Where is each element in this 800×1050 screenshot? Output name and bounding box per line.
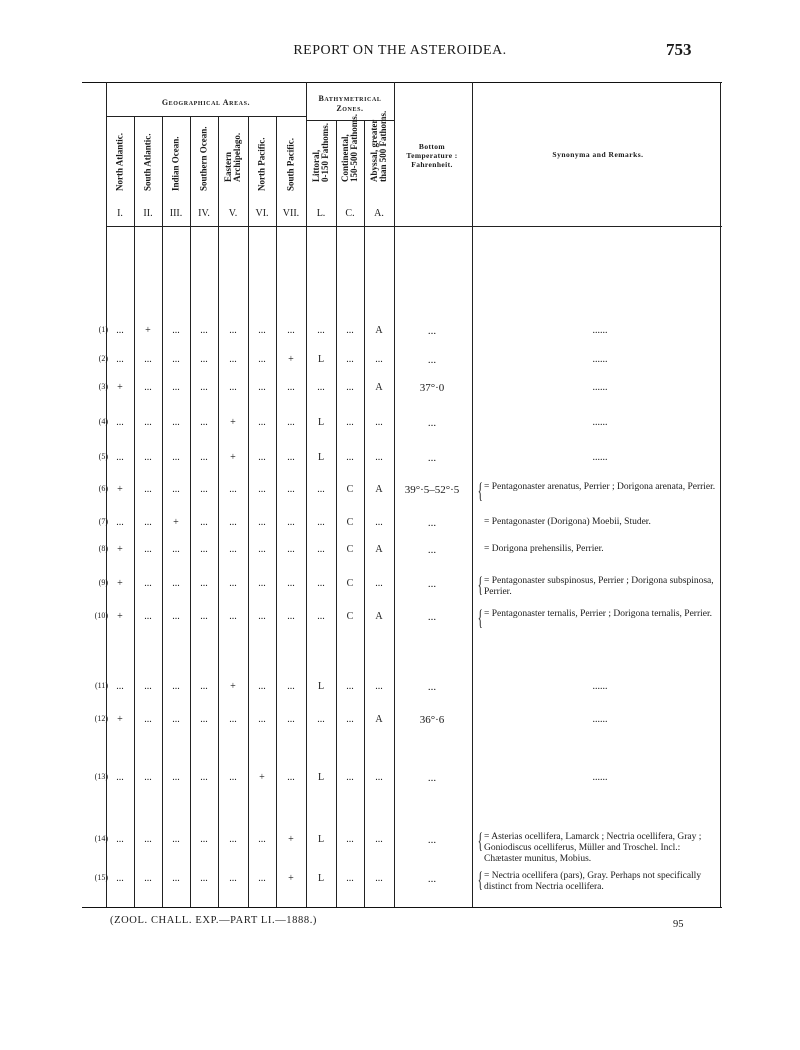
bottom-temperature: ...	[427, 354, 437, 366]
synonyms-heading: Synonyma and Remarks.	[552, 150, 644, 159]
table-cell: C	[346, 611, 354, 622]
table-cell: ...	[172, 834, 180, 845]
col-num: A.	[374, 208, 384, 219]
row-number: (11)	[94, 681, 108, 690]
col-header-south-pacific: South Pacific.	[285, 138, 296, 191]
table-cell: ...	[172, 681, 180, 692]
table-cell: +	[288, 873, 294, 884]
synonym-remark: = Pentagonaster arenatus, Perrier ; Dorigona arenata, Perrier.	[484, 482, 716, 492]
row-number: (13)	[94, 772, 108, 781]
table-cell: ...	[144, 544, 152, 555]
table-cell: A	[375, 714, 383, 725]
table-cell: ...	[172, 325, 180, 336]
table-cell: ...	[317, 325, 325, 336]
col-num: VI.	[255, 208, 269, 219]
table-cell: ...	[287, 714, 295, 725]
table-cell: ...	[229, 834, 237, 845]
col-header-southern-ocean: Southern Ocean.	[198, 126, 209, 191]
bottom-temperature: 36°·6	[419, 714, 445, 726]
table-cell: ...	[346, 714, 354, 725]
table-row	[0, 354, 800, 370]
table-cell: ...	[144, 611, 152, 622]
table-cell: ...	[317, 544, 325, 555]
table-cell: +	[173, 517, 179, 528]
col-rule	[162, 116, 163, 907]
synonym-remark: = Pentagonaster ternalis, Perrier ; Dorigona ternalis, Perrier.	[484, 609, 713, 619]
bottom-temperature: ...	[427, 544, 437, 556]
table-cell: ...	[200, 714, 208, 725]
table-row	[0, 452, 800, 468]
col-num: VII.	[282, 208, 300, 219]
synonym-remark: ......	[592, 452, 608, 463]
table-cell: ...	[229, 544, 237, 555]
table-cell: ...	[375, 834, 383, 845]
table-cell: C	[346, 517, 354, 528]
table-row	[0, 772, 800, 788]
table-cell: ...	[229, 772, 237, 783]
running-title: REPORT ON THE ASTEROIDEA.	[293, 43, 507, 58]
col-header-north-pacific: North Pacific.	[256, 137, 267, 191]
table-cell: +	[145, 325, 151, 336]
synonym-remark: ......	[592, 714, 608, 725]
table-cell: L	[317, 873, 325, 884]
table-cell: ...	[116, 517, 124, 528]
table-cell: +	[288, 834, 294, 845]
synonym-remark: ......	[592, 681, 608, 692]
bottom-temperature: ...	[427, 325, 437, 337]
row-number: (14)	[94, 834, 108, 843]
table-cell: ...	[258, 611, 266, 622]
table-cell: ...	[172, 382, 180, 393]
col-header-littoral: Littoral, 0-150 Fathoms.	[311, 123, 330, 182]
row-number: (6)	[98, 484, 108, 493]
col-header-eastern-archipelago: Eastern Archipelago.	[223, 132, 242, 182]
row-number: (5)	[98, 452, 108, 461]
row-number: (15)	[94, 873, 108, 882]
table-cell: ...	[346, 417, 354, 428]
brace-mark: {	[477, 828, 483, 853]
table-cell: ...	[116, 873, 124, 884]
table-cell: ...	[287, 578, 295, 589]
table-cell: ...	[346, 452, 354, 463]
synonym-remark: ......	[592, 325, 608, 336]
table-cell: ...	[287, 611, 295, 622]
table-cell: ...	[144, 772, 152, 783]
table-cell: ...	[200, 517, 208, 528]
synonym-remark: ......	[592, 417, 608, 428]
table-cell: ...	[200, 417, 208, 428]
footer-signature: 95	[673, 919, 684, 930]
table-cell: ...	[287, 681, 295, 692]
table-cell: ...	[375, 681, 383, 692]
table-row	[0, 681, 800, 697]
col-header-continental: Continental, 150-500 Fathoms.	[340, 114, 359, 182]
table-cell: ...	[346, 681, 354, 692]
table-cell: ...	[172, 452, 180, 463]
synonym-remark: = Pentagonaster (Dorigona) Moebii, Studer.	[484, 517, 651, 527]
table-cell: ...	[287, 325, 295, 336]
table-cell: ...	[229, 714, 237, 725]
table-cell: ...	[375, 417, 383, 428]
table-cell: ...	[172, 484, 180, 495]
table-cell: ...	[200, 834, 208, 845]
table-cell: ...	[144, 484, 152, 495]
col-num: I.	[117, 208, 123, 219]
brace-mark: {	[477, 572, 483, 597]
bottom-temperature: ...	[427, 517, 437, 529]
table-cell: ...	[172, 544, 180, 555]
table-cell: ...	[144, 578, 152, 589]
table-cell: ...	[116, 354, 124, 365]
table-cell: A	[375, 484, 383, 495]
table-cell: ...	[258, 417, 266, 428]
brace-mark: {	[477, 478, 483, 503]
col-num: II.	[143, 208, 153, 219]
table-cell: C	[346, 484, 354, 495]
table-row	[0, 517, 800, 533]
table-cell: ...	[229, 382, 237, 393]
table-cell: ...	[200, 611, 208, 622]
table-cell: ...	[116, 417, 124, 428]
table-cell: ...	[229, 517, 237, 528]
table-cell: ...	[229, 354, 237, 365]
table-cell: ...	[317, 382, 325, 393]
table-cell: C	[346, 544, 354, 555]
brace-mark: {	[477, 867, 483, 892]
table-cell: L	[317, 681, 325, 692]
table-cell: ...	[258, 873, 266, 884]
table-cell: ...	[200, 873, 208, 884]
table-cell: ...	[287, 417, 295, 428]
table-cell: ...	[116, 452, 124, 463]
table-cell: A	[375, 611, 383, 622]
bottom-temperature: ...	[427, 452, 437, 464]
brace-mark: {	[477, 605, 483, 630]
synonym-remark: = Pentagonaster subspinosus, Perrier ; Dorigona subspinosa, Perrier.	[484, 576, 714, 597]
table-cell: +	[117, 484, 123, 495]
table-cell: ...	[144, 452, 152, 463]
table-cell: ...	[258, 714, 266, 725]
table-cell: ...	[144, 714, 152, 725]
table-cell: ...	[144, 354, 152, 365]
table-cell: L	[317, 354, 325, 365]
bottom-temperature: 37°·0	[419, 382, 445, 394]
table-cell: ...	[287, 772, 295, 783]
table-cell: ...	[258, 517, 266, 528]
synonym-remark: ......	[592, 354, 608, 365]
page-number: 753	[666, 40, 692, 59]
table-row	[0, 325, 800, 341]
col-num: L.	[316, 208, 326, 219]
table-cell: ...	[116, 772, 124, 783]
table-cell: ...	[317, 714, 325, 725]
table-cell: ...	[258, 452, 266, 463]
table-cell: ...	[200, 544, 208, 555]
table-cell: ...	[200, 484, 208, 495]
table-cell: ...	[200, 354, 208, 365]
table-cell: ...	[346, 834, 354, 845]
bottom-temperature: ...	[427, 417, 437, 429]
synonym-remark: ......	[592, 772, 608, 783]
table-cell: ...	[172, 578, 180, 589]
table-cell: ...	[346, 354, 354, 365]
row-number: (10)	[94, 611, 108, 620]
row-number: (8)	[98, 544, 108, 553]
table-cell: +	[230, 417, 236, 428]
table-cell: +	[230, 452, 236, 463]
table-row	[0, 544, 800, 560]
bathy-heading: Bathymetrical Zones.	[318, 94, 382, 113]
table-cell: +	[117, 611, 123, 622]
table-cell: A	[375, 544, 383, 555]
synonym-remark: = Nectria ocellifera (pars), Gray. Perhaps not specifically distinct from Nectria ocellifera.	[484, 871, 702, 892]
table-cell: +	[230, 681, 236, 692]
table-cell: A	[375, 325, 383, 336]
table-cell: ...	[229, 611, 237, 622]
table-cell: ...	[346, 382, 354, 393]
table-cell: L	[317, 452, 325, 463]
table-cell: ...	[229, 484, 237, 495]
col-rule	[248, 116, 249, 907]
table-cell: ...	[258, 834, 266, 845]
table-cell: ...	[287, 544, 295, 555]
row-number: (2)	[98, 354, 108, 363]
table-cell: ...	[116, 325, 124, 336]
col-num: IV.	[198, 208, 210, 219]
bottom-temp-heading: Bottom Temperature : Fahrenheit.	[406, 142, 458, 169]
col-header-indian-ocean: Indian Ocean.	[170, 136, 181, 191]
table-cell: ...	[287, 517, 295, 528]
table-cell: ...	[229, 578, 237, 589]
table-cell: L	[317, 834, 325, 845]
col-rule	[364, 120, 365, 907]
row-number: (3)	[98, 382, 108, 391]
table-cell: +	[117, 714, 123, 725]
table-cell: A	[375, 382, 383, 393]
table-cell: ...	[317, 578, 325, 589]
row-number: (1)	[98, 325, 108, 334]
table-cell: ...	[258, 484, 266, 495]
table-cell: ...	[258, 681, 266, 692]
table-row	[0, 828, 800, 864]
synonym-remark: ......	[592, 382, 608, 393]
col-rule	[336, 120, 337, 907]
table-cell: ...	[258, 382, 266, 393]
table-cell: ...	[346, 772, 354, 783]
row-number: (9)	[98, 578, 108, 587]
row-number: (7)	[98, 517, 108, 526]
table-cell: ...	[375, 772, 383, 783]
table-cell: +	[117, 382, 123, 393]
table-cell: ...	[144, 382, 152, 393]
table-cell: ...	[229, 325, 237, 336]
table-cell: ...	[200, 681, 208, 692]
col-header-abyssal: Abyssal, greater than 500 Fathoms.	[369, 110, 388, 182]
table-row	[0, 605, 800, 630]
bottom-temperature: ...	[427, 873, 437, 885]
table-cell: L	[317, 417, 325, 428]
table-cell: ...	[317, 517, 325, 528]
col-rule	[276, 116, 277, 907]
table-cell: ...	[172, 611, 180, 622]
table-row	[0, 478, 800, 503]
table-cell: ...	[287, 382, 295, 393]
table-cell: ...	[258, 325, 266, 336]
bottom-temperature: ...	[427, 578, 437, 590]
table-row	[0, 714, 800, 730]
row-number: (12)	[94, 714, 108, 723]
table-cell: ...	[317, 484, 325, 495]
table-cell: ...	[200, 325, 208, 336]
footer-left: (ZOOL. CHALL. EXP.—PART LI.—1888.)	[110, 915, 318, 926]
table-cell: ...	[346, 873, 354, 884]
col-header-north-atlantic: North Atlantic.	[114, 133, 125, 191]
table-row	[0, 417, 800, 433]
col-rule	[134, 116, 135, 907]
bottom-temperature: ...	[427, 611, 437, 623]
table-cell: ...	[375, 452, 383, 463]
col-header-south-atlantic: South Atlantic.	[142, 133, 153, 191]
table-row	[0, 572, 800, 597]
table-cell: +	[117, 544, 123, 555]
synonym-remark: = Dorigona prehensilis, Perrier.	[484, 544, 604, 554]
table-cell: ...	[317, 611, 325, 622]
bottom-temperature: ...	[427, 681, 437, 693]
table-cell: ...	[172, 354, 180, 365]
table-cell: ...	[375, 578, 383, 589]
table-cell: ...	[172, 873, 180, 884]
table-cell: ...	[172, 417, 180, 428]
col-rule	[218, 116, 219, 907]
col-num: C.	[345, 208, 355, 219]
bottom-temperature: 39°·5–52°·5	[404, 484, 460, 496]
table-cell: ...	[375, 873, 383, 884]
table-cell: C	[346, 578, 354, 589]
table-cell: ...	[144, 681, 152, 692]
geo-heading: Geographical Areas.	[161, 98, 251, 107]
table-cell: L	[317, 772, 325, 783]
table-cell: ...	[258, 354, 266, 365]
table-cell: ...	[200, 578, 208, 589]
table-cell: +	[259, 772, 265, 783]
col-num: III.	[169, 208, 183, 219]
table-cell: ...	[116, 681, 124, 692]
table-cell: ...	[287, 484, 295, 495]
table-cell: ...	[144, 517, 152, 528]
table-cell: ...	[200, 452, 208, 463]
table-cell: ...	[229, 873, 237, 884]
synonym-remark: = Asterias ocellifera, Lamarck ; Nectria ocellifera, Gray ; Goniodiscus ocelliferus, Müller and Troschel. Incl.: Chætaster munitus, Mobius.	[484, 832, 702, 864]
table-cell: ...	[144, 873, 152, 884]
table-cell: ...	[116, 834, 124, 845]
row-number: (4)	[98, 417, 108, 426]
header-bottom-rule	[106, 226, 722, 227]
bottom-temperature: ...	[427, 834, 437, 846]
table-cell: ...	[200, 382, 208, 393]
table-cell: ...	[375, 517, 383, 528]
table-cell: ...	[346, 325, 354, 336]
table-cell: ...	[375, 354, 383, 365]
table-row	[0, 867, 800, 892]
table-cell: ...	[172, 714, 180, 725]
table-cell: ...	[258, 544, 266, 555]
table-cell: +	[117, 578, 123, 589]
col-num: V.	[228, 208, 238, 219]
bottom-temperature: ...	[427, 772, 437, 784]
table-cell: ...	[287, 452, 295, 463]
table-cell: ...	[200, 772, 208, 783]
col-rule	[190, 116, 191, 907]
table-cell: ...	[144, 417, 152, 428]
table-top-rule	[82, 82, 722, 83]
table-cell: ...	[258, 578, 266, 589]
table-bottom-rule	[82, 907, 722, 908]
table-cell: +	[288, 354, 294, 365]
table-cell: ...	[144, 834, 152, 845]
table-row	[0, 382, 800, 398]
table-cell: ...	[172, 772, 180, 783]
